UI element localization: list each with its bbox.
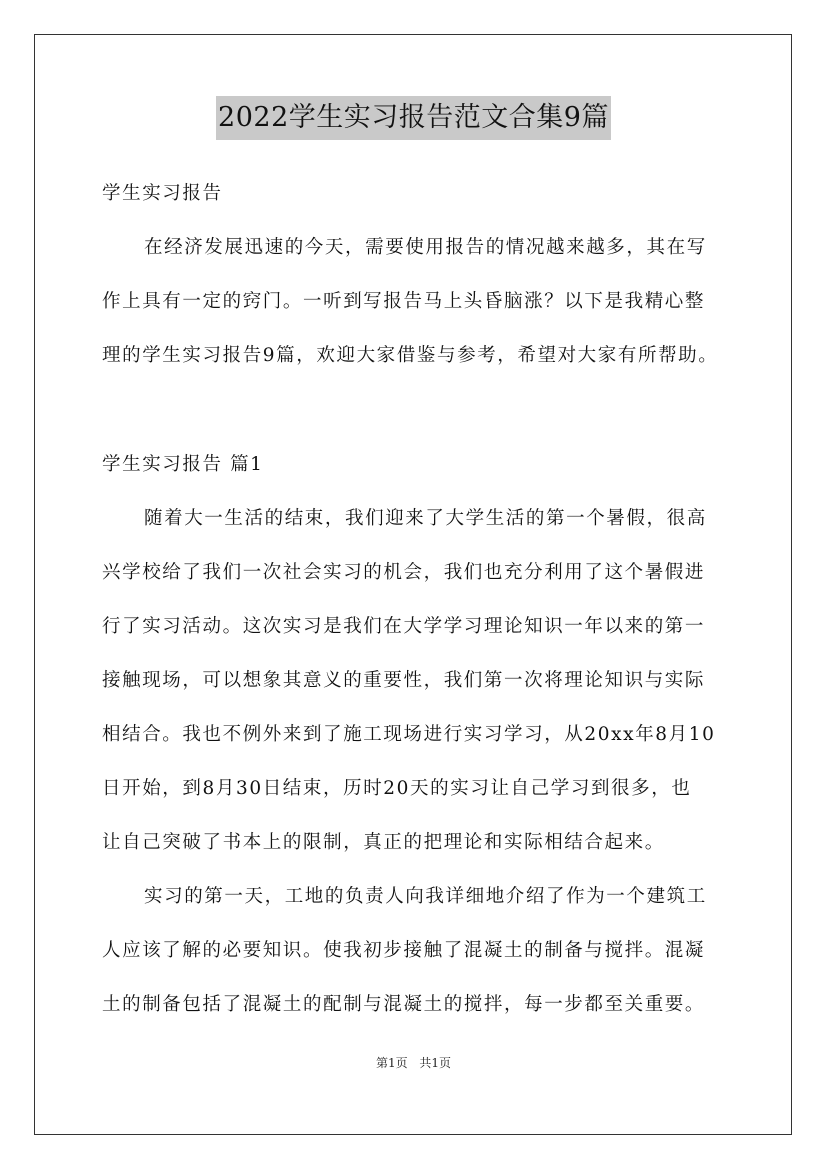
paragraph-line: 兴学校给了我们一次社会实习的机会，我们也充分利用了这个暑假进 — [102, 562, 706, 583]
paragraph-line: 理的学生实习报告9篇，欢迎大家借鉴与参考，希望对大家有所帮助。 — [102, 345, 719, 366]
title-container — [0, 96, 827, 140]
section-heading: 学生实习报告 — [102, 183, 223, 204]
paragraph-line: 人应该了解的必要知识。使我初步接触了混凝土的制备与搅拌。混凝 — [102, 940, 706, 961]
page-number: 第1页 — [375, 1056, 408, 1070]
paragraph-line: 土的制备包括了混凝土的配制与混凝土的搅拌，每一步都至关重要。 — [102, 994, 706, 1015]
paragraph-line: 行了实习活动。这次实习是我们在大学学习理论知识一年以来的第一 — [102, 616, 706, 637]
paragraph-line: 日开始，到8月30日结束，历时20天的实习让自己学习到很多，也 — [102, 778, 692, 799]
paragraph-line: 作上具有一定的窍门。一听到写报告马上头昏脑涨？以下是我精心整 — [102, 291, 706, 312]
paragraph-line: 随着大一生活的结束，我们迎来了大学生活的第一个暑假，很高 — [144, 508, 707, 529]
paragraph-line: 相结合。我也不例外来到了施工现场进行实习学习，从20xx年8月10 — [102, 724, 716, 745]
paragraph-line: 让自己突破了书本上的限制，真正的把理论和实际相结合起来。 — [102, 832, 665, 853]
section-heading: 学生实习报告 篇1 — [102, 454, 264, 475]
paragraph-line: 实习的第一天，工地的负责人向我详细地介绍了作为一个建筑工 — [144, 886, 707, 907]
paragraph-line: 在经济发展迅速的今天，需要使用报告的情况越来越多，其在写 — [144, 237, 707, 258]
page-total: 共1页 — [419, 1056, 452, 1070]
paragraph-line: 接触现场，可以想象其意义的重要性，我们第一次将理论知识与实际 — [102, 670, 706, 691]
document-title: 2022学生实习报告范文合集9篇 — [216, 96, 611, 140]
page-footer — [0, 1054, 827, 1071]
